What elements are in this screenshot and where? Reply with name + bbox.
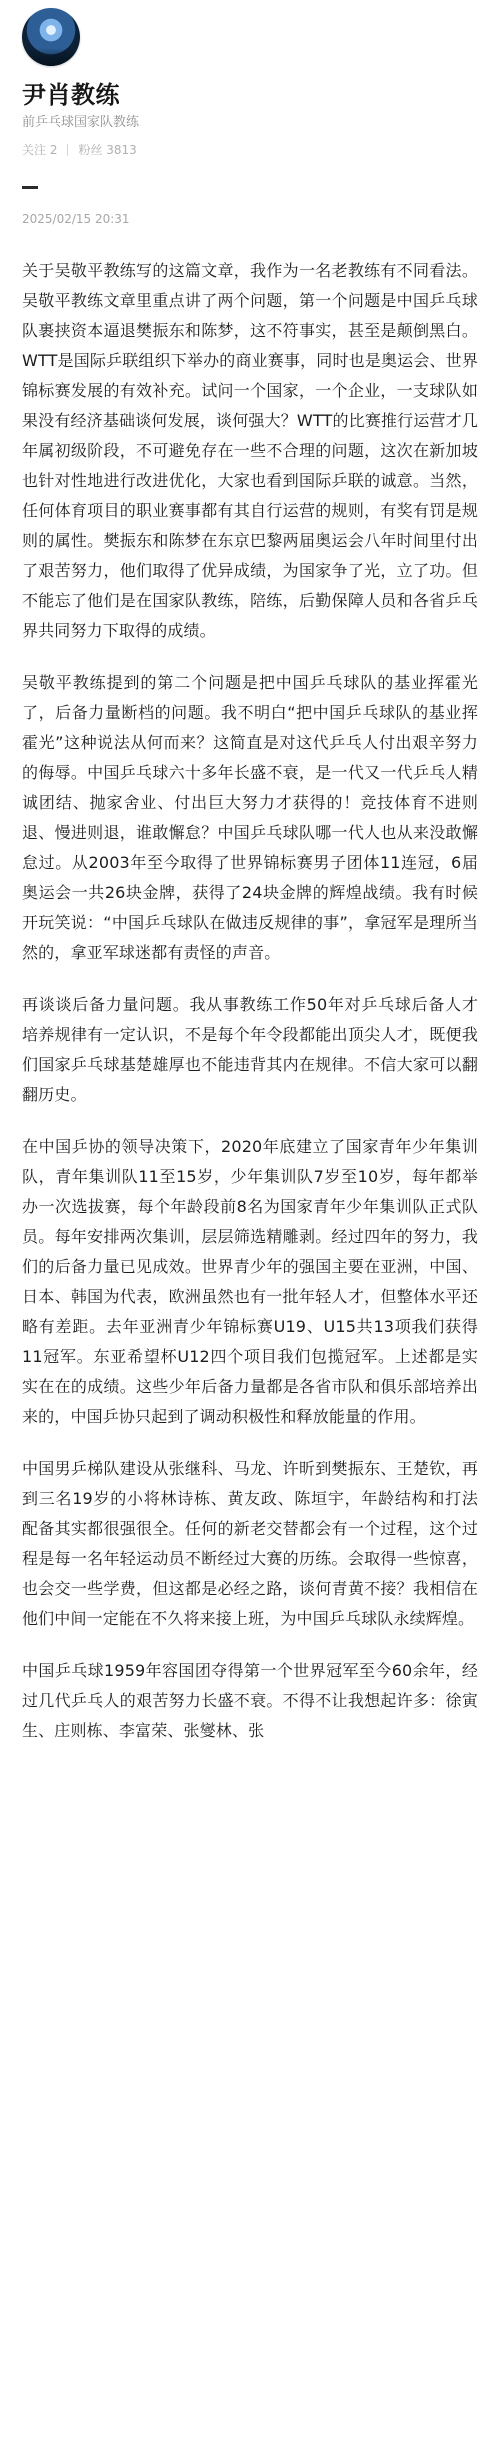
article-body — [22, 256, 478, 1746]
author-name[interactable]: 尹肖教练 — [22, 81, 120, 109]
follow-count[interactable]: 关注 2 — [22, 143, 58, 157]
article-paragraph: 中国男乒梯队建设从张继科、马龙、许昕到樊振东、王楚钦，再到三名19岁的小将林诗栋、黄友政、陈垣宇，年龄结构和打法配备其实都很强很全。任何的新老交替都会有一个过程，这个过程是每一名年轻运动员不断经过大赛的历练。会取得一些惊喜，也会交一些学费，但这都是必经之路，谈何青黄不接？我相信在他们中间一定能在不久将来接上班，为中国乒乓球队永续辉煌。 — [22, 1459, 478, 1628]
article-paragraph: 再谈谈后备力量问题。我从事教练工作50年对乒乓球后备人才培养规律有一定认识，不是每个年令段都能出顶尖人才，既便我们国家乒乓球基楚雄厚也不能违背其内在规律。不信大家可以翻翻历史。 — [22, 995, 478, 1104]
profile-header — [22, 8, 482, 227]
fans-count[interactable]: 粉丝 3813 — [78, 143, 137, 157]
stats-divider — [67, 144, 68, 156]
article-paragraph: 在中国乒协的领导决策下，2020年底建立了国家青年少年集训队，青年集训队11至15岁，少年集训队7岁至10岁，每年都举办一次选拔赛，每个年龄段前8名为国家青年少年集训队正式队员。每年安排两次集训，层层筛选精雕剥。经过四年的努力，我们的后备力量已见成效。世界青少年的强国主要在亚洲，中国、日本、韩国为代表，欧洲虽然也有一批年轻人才，但整体水平还略有差距。去年亚洲青少年锦标赛U19、U15共13项我们获得11冠军。东亚希望杯U12四个项目我们包揽冠军。上述都是实实在在的成绩。这些少年后备力量都是各省市队和俱乐部培养出来的，中国乒协只起到了调动积极性和释放能量的作用。 — [22, 1137, 478, 1426]
post-timestamp: 2025/02/15 20:31 — [22, 212, 130, 226]
section-divider — [22, 186, 38, 189]
profile-stats — [22, 142, 482, 158]
article-paragraph: 吴敬平教练提到的第二个问题是把中国乒乓球队的基业挥霍光了，后备力量断档的问题。我不明白“把中国乒乓球队的基业挥霍光”这种说法从何而来？这简直是对这代乒乓人付出艰辛努力的侮辱。中国乒乓球六十多年长盛不衰，是一代又一代乒乓人精诚团结、抛家舍业、付出巨大努力才获得的！竞技体育不进则退、慢进则退，谁敢懈怠？中国乒乓球队哪一代人也从来没敢懈怠过。从2003年至今取得了世界锦标赛男子团体11连冠，6届奥运会一共26块金牌，获得了24块金牌的辉煌战绩。我有时候开玩笑说：“中国乒乓球队在做违反规律的事”，拿冠军是理所当然的，拿亚军球迷都有责怪的声音。 — [22, 673, 478, 962]
article-paragraph: 关于吴敬平教练写的这篇文章，我作为一名老教练有不同看法。吴敬平教练文章里重点讲了两个问题，第一个问题是中国乒乓球队裹挟资本逼退樊振东和陈梦，这不符事实，甚至是颠倒黑白。WTT是国际乒联组织下举办的商业赛事，同时也是奥运会、世界锦标赛发展的有效补充。试问一个国家，一个企业，一支球队如果没有经济基础谈何发展，谈何强大？WTT的比赛推行运营才几年属初级阶段，不可避免存在一些不合理的问题，这次在新加坡也针对性地进行改进优化，大家也看到国际乒联的诚意。当然，任何体育项目的职业赛事都有其自行运营的规则，有奖有罚是规则的属性。樊振东和陈梦在东京巴黎两届奥运会八年时间里付出了艰苦努力，他们取得了优异成绩，为国家争了光，立了功。但不能忘了他们是在国家队教练，陪练，后勤保障人员和各省乒乓界共同努力下取得的成绩。 — [22, 261, 478, 640]
article-paragraph: 中国乒乓球1959年容国团夺得第一个世界冠军至今60余年，经过几代乒乓人的艰苦努力长盛不衰。不得不让我想起许多：徐寅生、庄则栋、李富荣、张燮林、张 — [22, 1661, 478, 1740]
avatar[interactable] — [22, 8, 80, 66]
author-subtitle: 前乒乓球国家队教练 — [22, 115, 140, 130]
